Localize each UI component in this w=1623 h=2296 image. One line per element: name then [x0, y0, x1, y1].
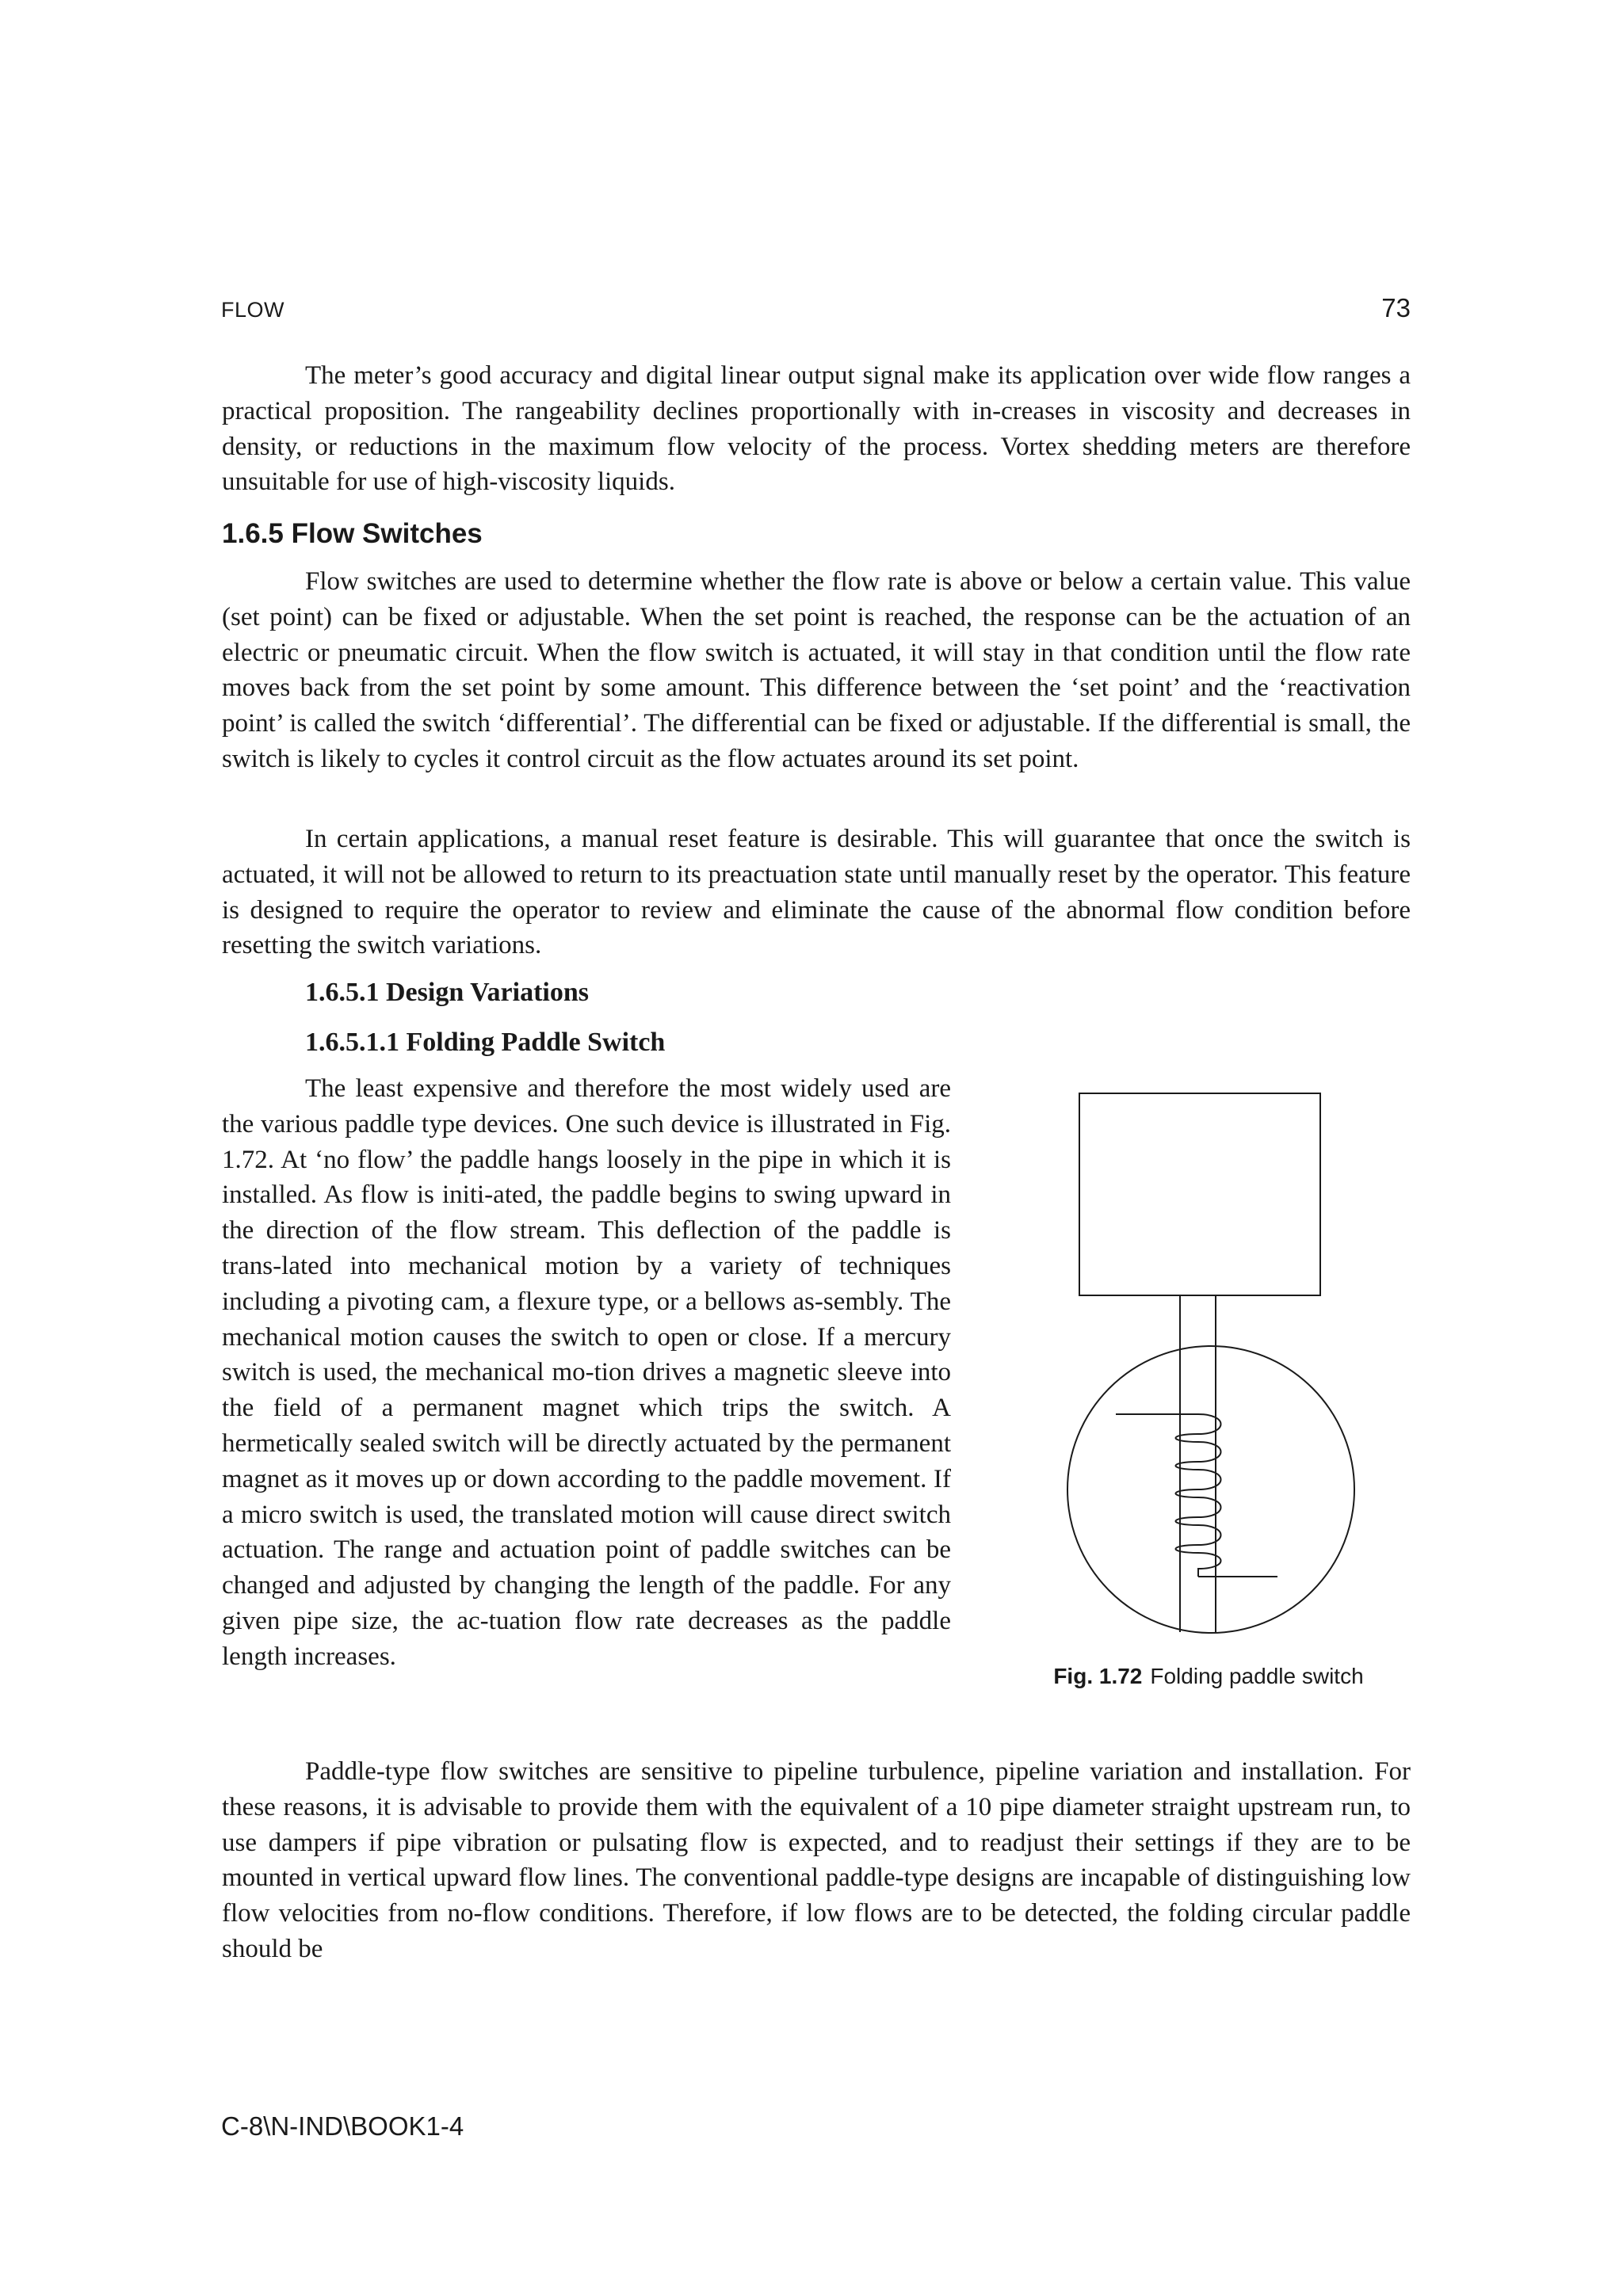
page-number: 73 — [1381, 293, 1411, 322]
pipe-circle — [1067, 1346, 1354, 1633]
subsection-number: 1.6.5.1 — [305, 978, 380, 1007]
subsubsection-title: Folding Paddle Switch — [406, 1028, 666, 1057]
paragraph-flow-switches: Flow switches are used to determine whether the flow rate is above or below a certain value. This value (set point) can be fixed or adjustable. When the set point is reached, the response can be the actuation of an electric or pneumatic circuit. When the flow switch is actuated, it will stay in that condition until the flow rate moves back from the set point by some amount. This difference between the ‘set point’ and the ‘reactivation point’ is called the switch ‘differential’. The differential can be fixed or adjustable. If the differential is small, the switch is likely to cycles it control circuit as the flow actuates around its set point. — [222, 567, 1411, 773]
figure-label: Fig. 1.72 — [1053, 1664, 1143, 1688]
figure-folding-paddle-switch — [1030, 1077, 1395, 1695]
switch-housing — [1079, 1093, 1320, 1295]
paragraph-paddle-devices: The least expensive and therefore the most widely used are the various paddle type devices. One such device is illustrated in Fig. 1.72. At ‘no flow’ the paddle hangs loosely in the pipe in which it is installed. As flow is initi-ated, the paddle begins to swing upward in the direction of the flow stream. This deflection of the paddle is trans-lated into mechanical motion by a variety of techniques including a pivoting cam, a flexure type, or a bellows as-sembly. The mechanical motion causes the switch to open or close. If a mercury switch is used, the mechanical mo-tion drives a magnetic sleeve into the field of a permanent magnet which trips the switch. A hermetically sealed switch will be directly actuated by the permanent magnet as it moves up or down according to the paddle movement. If a micro switch is used, the translated motion will cause direct switch actuation. The range and actuation point of paddle switches can be changed and adjusted by changing the length of the paddle. For any given pipe size, the ac-tuation flow rate decreases as the paddle length increases. — [222, 1074, 951, 1671]
section-number: 1.6.5 — [222, 518, 284, 549]
subsection-heading — [305, 978, 589, 1008]
footer-code: C-8\N-IND\BOOK1-4 — [221, 2111, 464, 2141]
coil-spring — [1176, 1414, 1221, 1577]
paragraph-turbulence: Paddle-type flow switches are sensitive to pipeline turbulence, pipeline variation and installation. For these reasons, it is advisable to provide them with the equivalent of a 10 pipe diameter straight upstream run, to use dampers if pipe vibration or pulsating flow is expected, and to readjust their settings if they are to be mounted in vertical upward flow lines. The conventional paddle-type designs are incapable of distinguishing low flow velocities from no-flow conditions. Therefore, if low flows are to be detected, the folding circular paddle should be — [222, 1757, 1411, 1963]
figure-caption — [1022, 1664, 1395, 1689]
paddle-switch-diagram — [1030, 1077, 1395, 1695]
subsection-title: Design Variations — [386, 978, 589, 1007]
subsubsection-heading — [305, 1028, 665, 1058]
paragraph-manual-reset: In certain applications, a manual reset feature is desirable. This will guarantee that once the switch is actuated, it will not be allowed to return to its preactuation state until manually reset by the operator. This feature is designed to require the operator to review and eliminate the cause of the abnormal flow condition before resetting the switch variations. — [222, 825, 1411, 960]
figure-caption-text: Folding paddle switch — [1150, 1664, 1364, 1688]
subsubsection-number: 1.6.5.1.1 — [305, 1028, 399, 1057]
section-title: Flow Switches — [291, 518, 483, 549]
paragraph-vortex: The meter’s good accuracy and digital linear output signal make its application over wide flow ranges a practical proposition. The rangeability declines proportionally with in-creases in viscosity and decreases in density, or reductions in the maximum flow velocity of the process. Vortex shedding meters are therefore unsuitable for use of high-viscosity liquids. — [222, 361, 1411, 497]
section-heading — [222, 518, 483, 550]
running-head: FLOW — [221, 298, 285, 322]
